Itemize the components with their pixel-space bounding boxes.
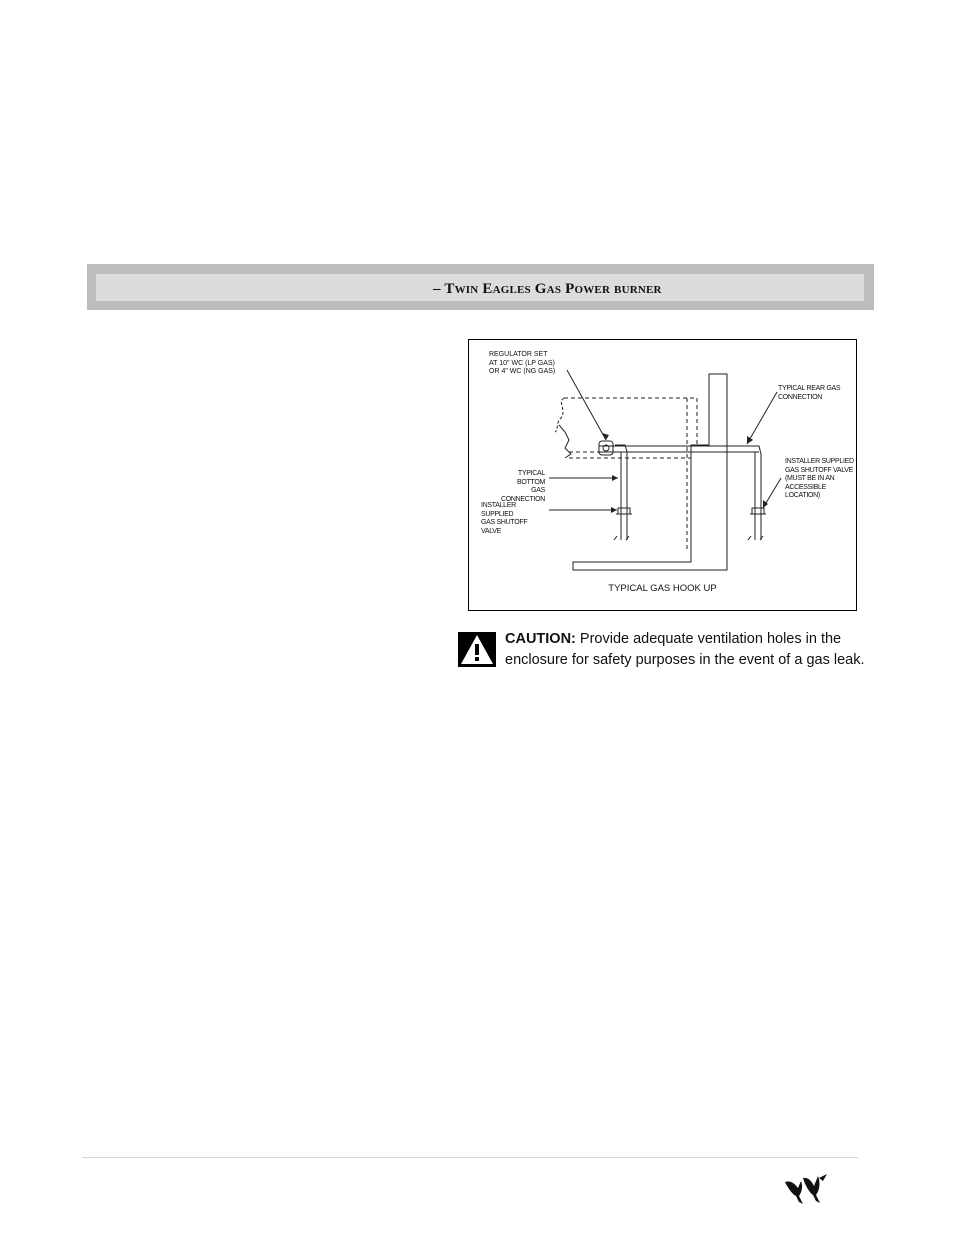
caution-label: CAUTION: <box>505 631 576 647</box>
rear-connection-label: TYPICAL REAR GAS CONNECTION <box>778 385 841 401</box>
bottom-connection-label: TYPICAL BOTTOM GAS CONNECTION <box>500 470 545 503</box>
grill-outline <box>564 398 697 445</box>
section-title: – Twin Eagles Gas Power burner <box>433 281 662 297</box>
enclosure-wall <box>573 374 727 570</box>
grill-front-curve <box>555 398 564 432</box>
figure-caption: TYPICAL GAS HOOK UP <box>608 583 717 594</box>
regulator-label: REGULATOR SET AT 10" WC (LP GAS) OR 4" WC (NG GAS) <box>489 351 556 375</box>
twin-eagles-logo <box>783 1172 829 1206</box>
caution-note <box>505 629 865 671</box>
gas-hookup-diagram <box>468 339 857 611</box>
installer-valve-left-label: INSTALLER SUPPLIED GAS SHUTOFF VALVE <box>481 502 528 535</box>
section-header-bar <box>87 264 874 310</box>
caution-body: Provide adequate ventilation holes in the enclosure for safety purposes in the event of a gas leak. <box>505 631 865 668</box>
warning-triangle-icon <box>458 632 496 667</box>
section-header-inner <box>96 274 864 301</box>
installer-valve-right-label: INSTALLER SUPPLIED GAS SHUTOFF VALVE (MUST BE IN AN ACCESSIBLE LOCATION) <box>785 458 854 499</box>
footer-divider <box>82 1157 858 1158</box>
